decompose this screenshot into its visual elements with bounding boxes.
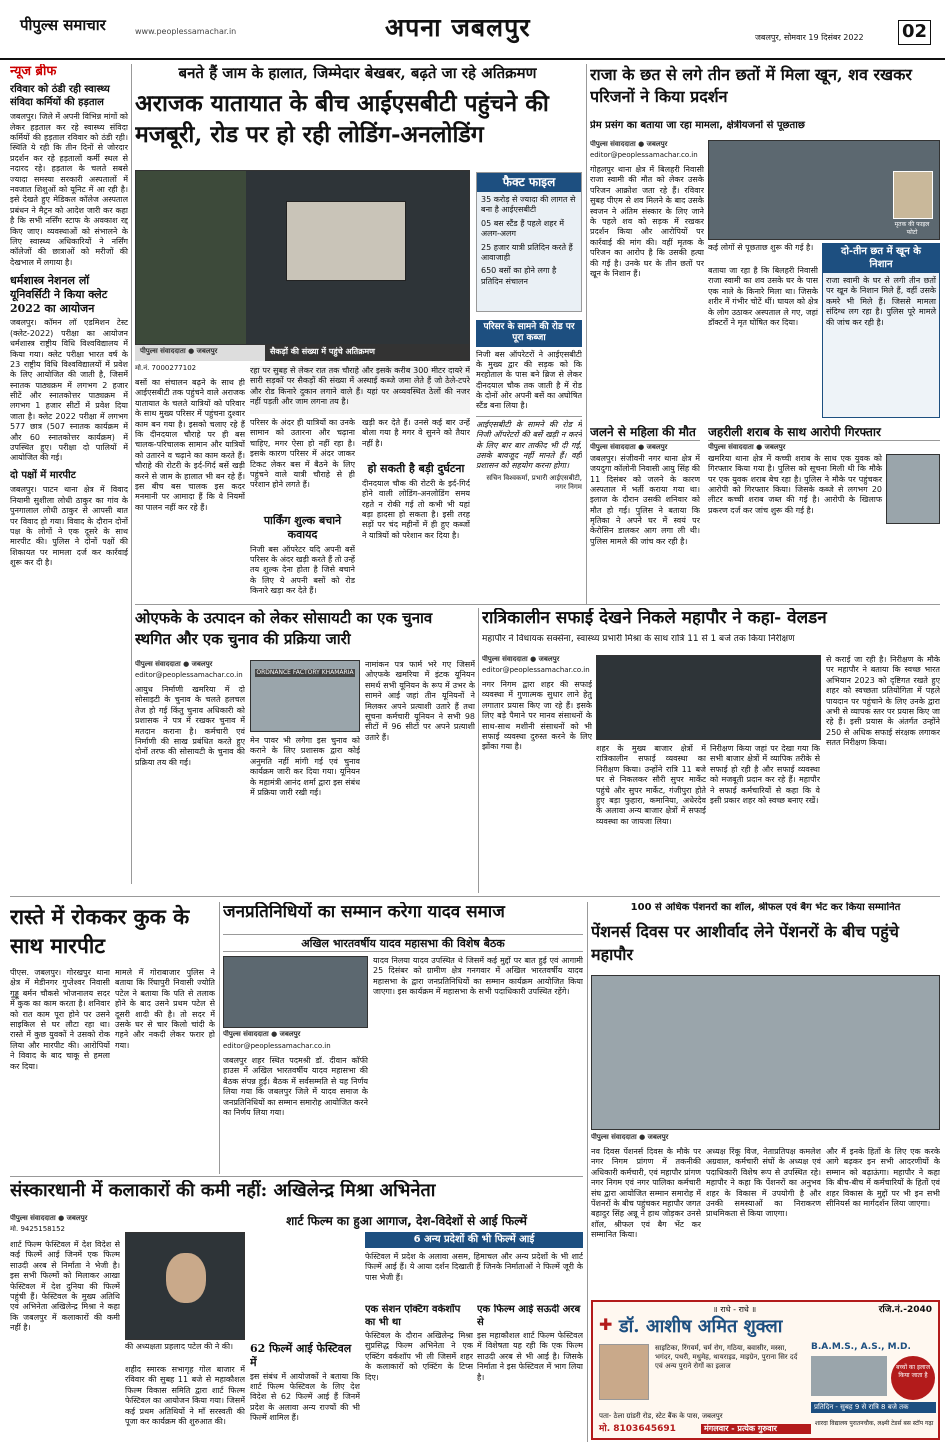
fact-quote-author: सचिन विश्वकर्मा, प्रभारी आईएसबीटी, नगर निगम <box>486 473 582 491</box>
artists-sub3-text: इस महाकौशल शार्ट फिल्म फेस्टिवल में विशेषता यह रही कि एक फिल्म साउदी अरब से भी आई है। जिसके निर्माता ने इस फेस्टिवल में भाग लिया है। <box>477 1331 583 1382</box>
fact-road-section <box>476 320 582 600</box>
fact-file-title: फैक्ट फाइल <box>477 173 581 192</box>
brief-text-2: जबलपुर। कॉमन लॉ एडमिशन टेस्ट (क्लेट-2022) परीक्षा का आयोजन धर्मशास्त्र राष्ट्रीय विधि विश्वविद्यालय में किया गया। क्लेट परीक्षा भारत वर्ष के 23 राष्ट्रीय विधि विश्वविद्यालयों में प्रवेश के लिए आयोजित की जाती है, जिसमें स्नातक पाठ्यक्रम में लगभग 2 हजार सीटें और स्नातकोत्तर पाठ्यक्रम में लगभग 1 हजार सीटों में प्रवेश दिया जाता है। क्लेट 2022 परीक्षा में लगभग 577 छात्र (507 स्नातक कार्यक्रम में और 60 स्नातकोत्तर कार्यक्रम) में उपस्थित हुए। परीक्षा दो पालियों में आयोजित की गई। <box>10 318 128 463</box>
brief-label: न्यूज ब्रीफ <box>10 64 57 79</box>
ofk-body-3: नामांकन पत्र फार्म भरे गए जिसमें ओएफके खमरिया में इंटक यूनियन समर्थ सभी यूनियन के रूप में उभर के सामने आई जहां तीन यूनियनों ने मिलकर अपने प्रत्याशी उतारे हैं तथा सूचना कर्मचारी यूनियन ने सभी 98 सीटों में 96 सीटों पर अपने प्रत्याशी उतारे हैं। <box>365 660 475 742</box>
fact-list <box>477 192 581 290</box>
bus-icon <box>286 201 406 281</box>
actor-face-icon <box>166 1253 206 1303</box>
artists-bar: 6 अन्य प्रदेशों की भी फिल्में आई <box>365 1232 583 1248</box>
liquor-photo <box>886 454 940 524</box>
artists-mobile: मो. 9425158152 <box>10 1225 65 1233</box>
night-body-1: नगर निगम द्वारा शहर की सफाई व्यवस्था में गुणात्मक सुधार लाने हेतु लगातार प्रयास किए जा रहे हैं। इसके लिए बड़े पैमाने पर मानव संसाधनों के साथ-साथ मशीनी संसाधनों को भी सफाई व्यवस्था दुरुस्त करने के लिए झोंका गया है। <box>482 680 592 752</box>
lead-body-4: खड़ी कर देते हैं। उनसे कई बार उन्हें बोला गया है मगर वे सुनने को तैयार नहीं है। <box>362 418 470 448</box>
raja-crowd-photo <box>708 140 940 240</box>
yadav-headline: जनप्रतिनिधियों का सम्मान करेगा यादव समाज <box>223 902 505 922</box>
ad-reg: रजि.नं.-2040 <box>878 1305 932 1315</box>
cook-body-2: मामले में गोराबाजार पुलिस ने बताया कि रिंघापुरी निवासी ज्योति पटेल ने बताया कि पति से तलाक होने के बाद उसने प्रथम पटेल से दूसरी शादी की है। तो सदर में उसके घर से चार किलो चांदी के गहने और नकदी लेकर फरार हो गया। <box>115 968 215 1050</box>
fact-item: 05 बस स्टैंड हैं पहले शहर में अलग-अलग <box>481 218 565 239</box>
fact-file-box <box>476 172 582 312</box>
liquor-byline: पीपुल्स संवाददाता ● जबलपुर <box>708 443 786 451</box>
brief-text-1: जबलपुर। जिले में अपनी विभिन्न मांगों को लेकर हड़ताल कर रहे स्वास्थ्य संविदा कर्मियों की हड़ताल रविवार को ठंडी रही। स्थिति ये रही कि तीन दिनों से जोरदार प्रदर्शन कर रहे हड़तालों कर्मी स्थल से नदारद रहे। हड़ताल के चलते सबसे ज्यादा समस्या सरकारी अस्पतालों में नवजात शिशुओं को यूनिट में आ रही है। इसे देखते हुए मेडिकल कॉलेज अस्पताल प्रबंधन ने मैट्रन को आदेश जारी कर कहा है कि सभी नर्सिंग स्टाफ के अवकाश रद्द किए जाए। व्यवस्थाओं को संभालने के लिए स्वास्थ्य अधिकारियों ने नर्सिंग कॉलेजों की छात्राओं को मरीजों की देखभाल में लगाया है। <box>10 112 128 267</box>
column-rule <box>478 608 479 893</box>
night-body-3: निरीक्षण किया जहां पर देखा गया कि सभी बाजार क्षेत्रों में व्यापिक तरीके से सफाई हो रही है और सफाई व्यवस्था को मजबूती प्रदान कर रहे हैं। महापौर ने सफाई कर्मचारियों से कहा कि वे इसी प्रकार शहर को स्वच्छ बनाए रखें। <box>710 744 820 805</box>
ordnance-factory-photo <box>250 660 360 732</box>
lead-mobile: मो.नं. 7000277102 <box>135 364 197 372</box>
yadav-body-1: जबलपुर शहर स्थित पदमश्री डॉ. दीवान कॉफी हाउस में अखिल भारतवर्षीय यादव महासभा की बैठक संपन्न हुई। बैठक में सर्वसम्मति से यह निर्णय लिया गया कि जबलपुर जिले में यादव समाज के जनप्रतिनिधियों का सम्मान समारोह आयोजित करने का निर्णय लिया गया। <box>223 1056 368 1117</box>
women-headline: जलने से महिला की मौत <box>590 425 700 441</box>
lead-headline: अराजक यातायात के बीच आईएसबीटी पहुंचने की मजबूरी, रोड पर हो रही लोडिंग-अनलोडिंग <box>135 90 549 149</box>
doctor-photo <box>599 1344 649 1400</box>
yadav-body-2: यादव निलया यादव उपस्थित थे जिसमें कई मुद्दों पर बात हुई एवं आगामी 25 दिसंबर को ग्रामीण क्षेत्र गनगवार में अखिल भारतवर्षीय यादव महासभा के द्वारा जनप्रतिनिधियों का सम्मान कार्यक्रम आयोजित किया जाएगा। इस कार्यक्रम में महासभा के सभी पदाधिकारी उपस्थित रहेंगे। <box>373 956 583 997</box>
raja-box-text: राजा स्वामी के घर से लगी तीन छतों पर खून के निशान मिले हैं, वहीं उसके कमरे भी मिले हैं। जिससे मामला संदिग्ध लग रहा है। पुलिस पूरे मामले की जांच कर रही है। <box>826 276 936 327</box>
raja-photo-caption: कई लोगों से पूछताछ शुरू की गई है। <box>708 243 814 252</box>
ad-degree: B.A.M.S., A.S., M.D. <box>811 1342 911 1352</box>
artists-body-3: फेस्टिवल में प्रदेश के अलावा असम, हिमाचल और अन्य प्रदेशों के भी शार्ट फिल्में आई हैं। ये आया दर्शन दिखाती हैं जिनके निर्माताओं ने फिल्में जूरी के पास भेजी हैं। <box>365 1252 583 1282</box>
artists-workshop-section <box>365 1304 473 1439</box>
column-rule <box>587 902 588 1442</box>
section-rule <box>10 1176 583 1177</box>
pension-byline: पीपुल्स संवाददाता ● जबलपुर <box>591 1133 669 1141</box>
brief-headline-3: दो पक्षों में मारपीट <box>10 469 76 481</box>
column-rule <box>219 902 220 1174</box>
ad-phone[interactable]: मो. 8103645691 <box>599 1424 676 1434</box>
victim-inset-photo <box>893 171 933 219</box>
dateline: जबलपुर, सोमवार 19 दिसंबर 2022 <box>755 33 864 42</box>
raja-email[interactable]: editor@peoplessamachar.co.in <box>590 151 698 159</box>
masthead <box>0 0 945 60</box>
fact-item: 35 करोड़ से ज्यादा की लागत से बना है आईएसबीटी <box>481 195 576 215</box>
section-rule <box>10 896 940 897</box>
raja-headline: राजा के छत से लगे तीन छतों में मिला खून, शव रखकर परिजनों ने किया प्रदर्शन <box>590 65 912 107</box>
lead-photo-caption: सैकड़ों की संख्या में पहुंचे अतिक्रमण <box>265 345 470 361</box>
ad-day: मंगलवार - प्रत्येक गुरुवार <box>701 1424 811 1434</box>
medical-cross-icon: ✚ <box>599 1315 613 1334</box>
lead-sub2-text: दीनदयाल चौक की रोटरी के इर्द-गिर्द होने वाली लोडिंग-अनलोडिंग समय रहते न रोकी गई तो कभी भी यहां बड़ा हादसा हो सकता है। इसी तरह सड़ों पर चंद महीनों में ही हुए कब्जों ने यात्रियों को परेशान कर दिया है। <box>362 478 470 540</box>
ofk-byline: पीपुल्स संवाददाता ● जबलपुर <box>135 660 213 668</box>
yadav-meeting-photo <box>223 956 368 1028</box>
lead-photo-strip <box>135 345 470 361</box>
night-cleaning-photo <box>596 655 821 740</box>
night-byline: पीपुल्स संवाददाता ● जबलपुर <box>482 655 560 663</box>
fact-item: 650 बसों का होने लगा है प्रतिदिन संचालन <box>481 266 557 286</box>
liquor-body: खमरिया थाना क्षेत्र में कच्ची शराब के साथ एक युवक को गिरफ्तार किया गया है। पुलिस को सूचना मिली थी कि मौके पर एक युवक शराब बेच रहा है। पुलिस ने मौके पर पहुंचकर आरोपी को गिरफ्तार किया। जिसके कब्जे से लगभग 20 लीटर कच्ची शराब जब्त की गई है। आरोपी के खिलाफ प्रकरण दर्ज कर जांच शुरू की गई है। <box>708 453 882 515</box>
night-email[interactable]: editor@peoplessamachar.co.in <box>482 666 590 674</box>
victim-inset-label: मृतक की फाइल फोटो <box>894 221 930 236</box>
raja-deck: प्रेम प्रसंग का बताया जा रहा मामला, क्षेत्रीयजनों से पूछताछ <box>590 120 805 131</box>
artists-sub3: एक फिल्म आई सऊदी अरब से <box>477 1304 581 1328</box>
lead-sub1: पार्किंग शुल्क बचाने कवायद <box>263 514 342 541</box>
fact-item: 25 हजार यात्री प्रतिदिन करते हैं आवाजाही <box>481 242 573 262</box>
night-body-4: से कराई जा रही है। निरीक्षण के मौके पर महापौर ने बताया कि स्वच्छ भारत अभियान 2023 को दृष्टिगत रखते हुए शहर को स्वच्छता प्रतियोगिता में पहले पायदान पर पहुंचाने के लिए उनके द्वारा अभी से व्यापक स्तर पर प्रयास किए जा रहे हैं। इसी प्रयास के अंतर्गत उन्होंने 250 से अधिक सफाई संरक्षक लगाकर सतत निरीक्षण किया। <box>826 655 940 748</box>
pension-body-1: नव दिवस पेंशनर्स दिवस के मौके पर नगर निगम प्रांगण में तकनीकी अधिकारी कर्मचारी, एवं महापौर प्रांगण नगर निगम एवं नगर पालिका कर्मचारी संघ द्वारा आयोजित सम्मान समारोह में पेंशनरों के बीच पहुंचकर महापौर जगत बहादुर सिंह अन्नू ने हाथ जोड़कर उनसे शॉल, श्रीफल एवं बैग भेंट कर सम्मानित किया। <box>591 1147 701 1240</box>
night-body-2: शहर के मुख्य बाजार क्षेत्रों में रात्रिकालीन सफाई व्यवस्था का निरीक्षण किया। उन्होंने रात्रि 11 बजे घर से निकलकर सौरी सुपर मार्केट पहुंचे और सुपर मार्केट, गंजीपुरा होते हुए बड़ा फुहारा, कमानिया, अधेरदेव के अलावा अन्य बाजार क्षेत्रों में सफाई व्यवस्था का जायजा लिया। <box>596 744 706 826</box>
artists-body-2: शहीद स्मारक सभागृह गोल बाजार में रविवार की सुबह 11 बजे से महाकौशल फिल्म विकास समिति द्वारा शार्ट फिल्म फेस्टिवल का आयोजन किया गया। जिसमें कई प्रथम अतिथियों ने माँ सरस्वती की पूजा कर कार्यक्रम की शुरुआत की। <box>125 1365 245 1426</box>
artists-saudi-section <box>477 1304 583 1439</box>
ad-timing: प्रतिदिन - सुबह 9 से रात्रि 8 बजे तक <box>811 1402 936 1413</box>
raja-body: गोहलपुर थाना क्षेत्र में बिलहरी निवासी राजा स्वामी की मौत को लेकर उसके परिजन आक्रोश जता रहे हैं। रविवार सुबह पीएम से शव मिलने के बाद उसके स्वजन ने अंतिम संस्कार के लिए जाने के पहले शव को सड़क में रखकर प्रदर्शन किया और आरोपियों पर कार्रवाई की मांग की। वहीं मृतक के परिजन का आरोप है कि उसकी हत्या की गई है। उनके घर के तीन छतों पर खून के निशान हैं। <box>590 165 704 278</box>
artists-deck: शार्ट फिल्म का हुआ आगाज, देश-विदेशों से आई फिल्में <box>286 1214 527 1228</box>
raja-body-2: बताया जा रहा है कि बिलहरी निवासी राजा स्वामी का शव उसके घर के पास एक नाले के किनारे मिला था। जिसके शरीर में गंभीर चोटें थीं। घायल को क्षेत्र के लोग उठाकर अस्पताल ले गए, जहां डॉक्टरों ने मृत घोषित कर दिया। <box>708 266 818 327</box>
artists-sub2-text: फेस्टिवल के दौरान अखिलेन्द्र मिश्रा सुप्रसिद्ध फिल्म अभिनेता ने एक एक्टिंग वर्कशॉप भी ली जिसमें शहर के कलाकारों को एक्टिंग के टिप्स दिए। <box>365 1331 473 1382</box>
website-url[interactable]: www.peoplessamachar.in <box>135 27 237 36</box>
women-body: जबलपुर। संजीवनी नगर थाना क्षेत्र में जयदुगा कॉलोनी निवासी आयु सिंह की 11 दिसंबर को जलने के कारण अस्पताल में भर्ती कराया गया था। इलाज के दौरान उसकी शनिवार को मौत हो गई। पुलिस ने बताया कि मृतिका ने अपने घर में स्वयं पर केरोसिन डालकर आग लगा ली थी। पुलिस मामले की जांच कर रही है। <box>590 453 700 546</box>
women-byline: पीपुल्स संवाददाता ● जबलपुर <box>590 443 668 451</box>
ofk-body-1: आयुध निर्माणी खमरिया में दो सोसाइटी के चुनाव के चलते हलचल तेज हो गई किंतु चुनाव अधिकारी को प्रशासक ने पत्र में रखकर चुनाव में मतदान कराना है। कर्मचारी एवं निर्माणी की साख प्रबंधित करते हुए दोनों तरफ की सोसायटी के चुनाव की प्रक्रिया तय की गई। <box>135 685 245 767</box>
ofk-email[interactable]: editor@peoplessamachar.co.in <box>135 671 243 679</box>
fact-road-text: निजी बस ऑपरेटरों ने आईएसबीटी के मुख्य द्वार की सड़क को कि मरहोताल के पास बने ब्रिज से लेकर दीनदयाल चौक तक जाती है में रोड के दोनों ओर अपनी बसें का अघोषित स्टैंड बना लिया है। <box>476 349 582 411</box>
artists-62-section <box>250 1232 360 1437</box>
ad-badge: बच्चों का इलाज किया जाता है <box>891 1356 935 1400</box>
raja-byline: पीपुल्स संवाददाता ● जबलपुर <box>590 140 668 148</box>
pension-body-3: और मैं इनके हितों के लिए एक करके आगे बढ़कर इन सभी आदरणीयों के सम्मान को बढ़ाऊंगा। महापौर ने कहा कि बीच-बीच में कर्मचारियों के हितों एवं शहर विकास के मुद्दों पर भी इन सभी सीनियर्स का मार्गदर्शन लिया जाएगा। <box>826 1147 940 1208</box>
newspaper-logo: पीपुल्स समाचार <box>20 16 106 34</box>
ad-top: ॥ राधे - राधे ॥ <box>713 1305 757 1314</box>
lead-body-1: बसों का संचालन बढ़ने के साथ ही आईएसबीटी तक पहुंचने वाले अराजक यातायात के चलते यात्रियों को परिवार के साथ मुख्य परिसर में पहुंचना दुश्वार काम बन गया है। इसको चलाए रहे हैं कि दीनदयाल चौराहे पर ही बस चालक-परिचालक सामान और यात्रियों को उतारने व चढ़ाने का काम करते हैं। चौराहे की रोटरी के इर्द-गिर्द बसें खड़ी करने से जाम के हालात भी बन रहे हैं। इस बीच बस चालक इस कदर मनमानी पर आमादा हैं कि वे नियमों का पालन नहीं कर रहे हैं। <box>135 378 245 512</box>
yadav-byline: पीपुल्स संवाददाता ● जबलपुर <box>223 1030 301 1038</box>
lead-body-3: परिसर के अंदर ही यात्रियों का उनके सामान को उतारना और चढ़ाना चाहिए, मगर ऐसा हो नहीं रहा है। इसके कारण परिसर में अंदर जाकर टिकट लेकर बस में बैठने के लिए पहुंचने वाले यात्री चौराहे से ही परेशान होने लगते हैं। <box>250 418 355 490</box>
news-brief-column <box>10 64 128 884</box>
pension-photo <box>591 975 940 1130</box>
yadav-email[interactable]: editor@peoplessamachar.co.in <box>223 1042 331 1050</box>
ad-desc: साइटिका, रिंगवर्म, चर्म रोग, गठिया, बवासीर, मस्सा, भगंदर, पथरी, मधुमेह, थायराइड, माइग्रेन, पुराना सिर दर्द एवं अन्य पुराने रोगों का इलाज <box>655 1344 798 1370</box>
page-number: 02 <box>898 20 931 45</box>
night-headline: रात्रिकालीन सफाई देखने निकले महापौर ने कहा- वेलडन <box>482 608 827 628</box>
bus-station-photo <box>135 170 470 345</box>
artists-sub1-text: इस संबंध में आयोजकों ने बताया कि शार्ट फिल्म फेस्टिवल के लिए देश विदेश से 62 फिल्में आई हैं जिनमें प्रदेश के अलावा अन्य राज्यों की भी फिल्में शामिल हैं। <box>250 1371 360 1423</box>
artists-photo-caption: की अध्यक्षता प्रहलाद पटेल की ने की। <box>125 1342 234 1351</box>
artists-sub2: एक सेशन एक्टिंग वर्कशॉप का भी था <box>365 1304 461 1328</box>
ofk-body-2: मेन पावर भी लगेगा इस चुनाव को कराने के लिए प्रशासक द्वारा कोई अनुमति नहीं मांगी गई एवं चुनाव कार्यक्रम जारी कर दिया गया। यूनियन के महामंत्री आनंद शर्मा द्वारा इस संबंध में प्रक्रिया जारी रखी गई। <box>250 736 360 797</box>
ofk-headline: ओएफके के उत्पादन को लेकर सोसायटी का एक चुनाव स्थगित और एक चुनाव की प्रक्रिया जारी <box>135 609 433 648</box>
brief-headline-2: धर्मशास्त्र नेशनल लॉ यूनिवर्सिटी ने किया क्लेट 2022 का आयोजन <box>10 274 108 315</box>
pension-body-2: अध्यक्ष रिंकू विज, नेताप्रतिपक्ष कमलेश अग्रवाल, कर्मचारी संघों के अध्यक्ष एवं पदाधिकारी विशेष रूप से उपस्थित रहे। महापौर ने कहा कि पेंशनरों का अनुभव शहर के विकास में उपयोगी है और उनकी समस्याओं का निराकरण प्राथमिकता से किया जाएगा। <box>706 1147 821 1219</box>
lead-sub1-text: निजी बस ऑपरेटर यदि अपनी बसें परिसर के अंदर खड़ी करते हैं तो उन्हें तय शुल्क देना होता है जिसे बचाने के लिए ये अपनी बसों को रोड किनारे खड़ा कर देते हैं। <box>250 544 355 596</box>
pension-kicker: 100 से अधिक पेंशनरों का शॉल, श्रीफल एवं बैग भेंट कर किया सम्मानित <box>630 902 901 913</box>
lead-body-2: रहा पर सुबह से लेकर रात तक चौराहे और इसके करीब 300 मीटर दायरे में सारी सड़कों पर सैकड़ों की संख्या में अस्थाई कब्जे जमा लेते हैं जो ठेले-टपरे और रोड किनारे दुकान लगाने वाले हैं। यहां पर अव्यवस्थित ठेलों की नजर नहीं पड़ती और जाम लगना तय है। <box>250 366 470 414</box>
lead-kicker: बनते हैं जाम के हालात, जिम्मेदार बेखबर, बढ़ते जा रहे अतिक्रमण <box>178 64 537 82</box>
liquor-body-row <box>708 454 940 524</box>
ad-doctor-name: डॉ. आशीष अमित शुक्ला <box>619 1316 783 1337</box>
artists-body-1: शार्ट फिल्म फेस्टिवल में देश विदेश से कई फिल्में आई जिनमें एक फिल्म साउदी अरब से निर्माता ने भेजी है। इस सभी फिल्मों को मिलाकर आखा फेस्टिवल में देश दुनिया की फिल्में पहुंची हैं। फेस्टिवल के मुख्य अतिथि एवं अभिनेता अखिलेन्द्र मिश्रा ने कहा कि जबलपुर में कलाकारों की कमी नहीं है। <box>10 1240 120 1333</box>
brief-headline-1: रविवार को ठंडी रही स्वास्थ्य संविदा कर्मियों की हड़ताल <box>10 84 110 108</box>
ad-address: पता- ठेला ग्रांडरी रोड, स्टेट बैंक के पास, जबलपुर <box>599 1412 723 1420</box>
doctor-advertisement[interactable] <box>591 1300 940 1440</box>
artists-sub1: 62 फिल्में आई फेस्टिवल में <box>250 1342 352 1369</box>
column-rule <box>131 64 132 884</box>
liquor-headline: जहरीली शराब के साथ आरोपी गिरफ्तार <box>708 425 940 441</box>
women-story <box>590 425 700 605</box>
fact-quote: आईएसबीटी के सामने की रोड में निजी ऑपरेटरों की बसें खड़ी न करने के लिए बार बार ताकीद भी दी गई, उसके बावजूद नहीं मानते हैं। वहीं प्रशासन को सहयोग करना होगा। <box>476 416 582 472</box>
ad-footer: शारदा विद्यालय पुरातनचौक, लक्ष्मी टेडर्स बस स्टॉप गढ़ा <box>815 1420 934 1427</box>
artists-headline: संस्कारधानी में कलाकारों की कमी नहीं: अखिलेन्द्र मिश्रा अभिनेता <box>10 1180 436 1201</box>
fact-road-heading: परिसर के सामने की रोड पर पूरा कब्जा <box>476 320 582 347</box>
artists-byline: पीपुल्स संवाददाता ● जबलपुर <box>10 1214 88 1222</box>
raja-box <box>822 243 940 418</box>
pension-headline: पेंशनर्स दिवस पर आशीर्वाद लेने पेंशनरों के बीच पहुंचे महापौर <box>591 922 899 965</box>
section-rule <box>135 604 940 605</box>
cook-headline: रास्ते में रोककर कुक के साथ मारपीट <box>10 904 190 959</box>
night-deck: महापौर ने विधायक सक्सेना, स्वास्थ्य प्रभारी मिश्रा के साथ रात्रि 11 से 1 बजे तक किया निरीक्षण <box>482 634 795 644</box>
lead-byline: पीपुल्स संवाददाता ● जबलपुर <box>140 347 218 355</box>
lead-parking-section <box>250 514 355 604</box>
brief-text-3: जबलपुर। पाटन थाना क्षेत्र में विवाद नियामी सुशीला लोधी ठाकुर का गांव के पुनगालाल लोधी ठाकुर से आपसी बात पर विवाद हो गया। विवाद के दौरान दोनों पक्ष के लोगों ने एक दूसरे के साथ मारपीट की। पुलिस ने दोनों पक्षों की शिकायत पर मामला दर्ज कर कार्रवाई शुरू कर दी है। <box>10 485 128 568</box>
tree-shape <box>136 171 246 345</box>
page-title: अपना जबलपुर <box>385 13 531 42</box>
actor-photo <box>125 1232 245 1340</box>
factory-sign: ORDNANCE FACTORY KHAMARIA <box>256 669 354 676</box>
lead-accident-section <box>362 462 470 602</box>
yadav-deck: अखिल भारतवर्षीय यादव महासभा की विशेष बैठक <box>223 934 583 952</box>
liquor-story <box>708 425 940 605</box>
patient-photo <box>811 1356 887 1396</box>
column-rule <box>586 64 587 604</box>
cook-body-1: पीएस. जबलपुर। गोरखपुर थाना क्षेत्र में मेडीनगर गुप्तेश्वर निवासी गुड्डू बर्मन चौकसे भोजनालय सदर में कुक का काम करता है। शनिवार को रात काम पूरा होने पर उसने साइकिल से घर लौटा रहा था। रास्ते में कुछ युवकों ने उसको रोक लिया और मारपीट की। आरोपियों ने विवाद के बाद चाकू से हमला कर दिया। <box>10 968 110 1071</box>
lead-sub2: हो सकती है बड़ी दुर्घटना <box>367 462 465 475</box>
raja-box-title: दो-तीन छत में खून के निशान <box>823 244 939 273</box>
